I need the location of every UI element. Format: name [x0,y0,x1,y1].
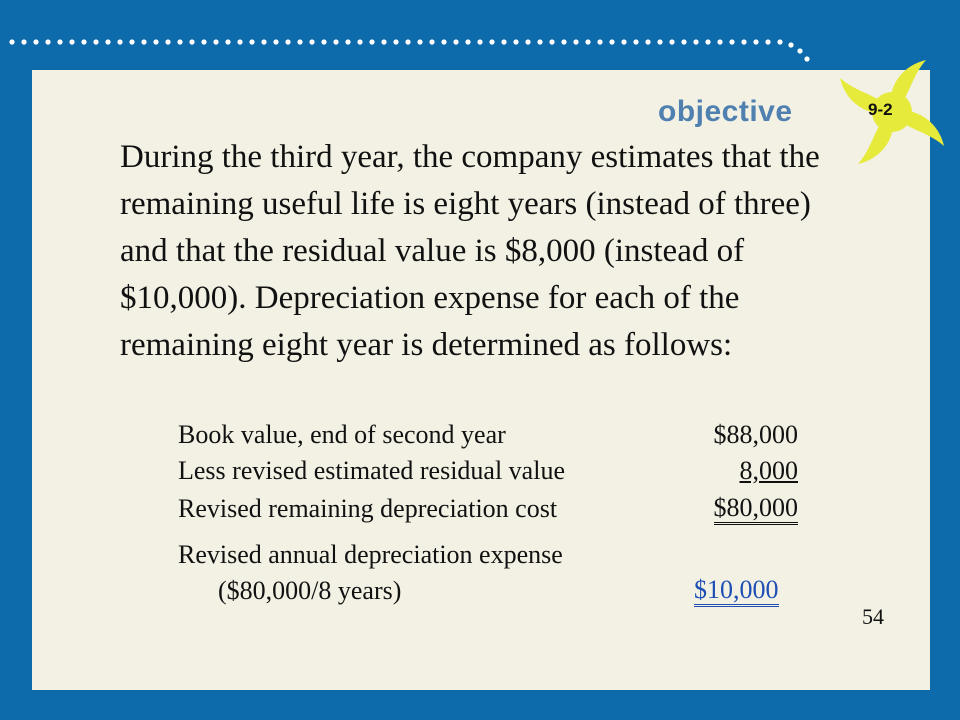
row-value: 8,000 [739,456,798,485]
table-row [178,494,808,530]
row-label: Revised remaining depreciation cost [178,494,558,523]
intro-paragraph: During the third year, the company estimates that the remaining useful life is eight years (instead of three) and that the residual value is $8,000 (instead of $10,000). Depreciation expense for each of the remaining eight year is determined as follows: [120,139,820,363]
row-value: $80,000 [714,494,799,525]
page-number: 54 [862,604,884,629]
dotted-border-decoration [0,28,960,68]
objective-pinwheel-icon [830,52,958,172]
table-row [178,420,808,456]
row-label: Less revised estimated residual value [178,456,565,485]
row-label: Book value, end of second year [178,420,506,449]
objective-number: 9-2 [868,100,893,119]
row-value: $88,000 [713,420,798,449]
revised-expense-formula: ($80,000/8 years) [218,576,402,605]
table-row [178,456,808,492]
revised-expense-value: $10,000 [694,576,779,607]
revised-expense-label: Revised annual depreciation expense [178,540,563,569]
objective-label: objective [658,95,793,128]
